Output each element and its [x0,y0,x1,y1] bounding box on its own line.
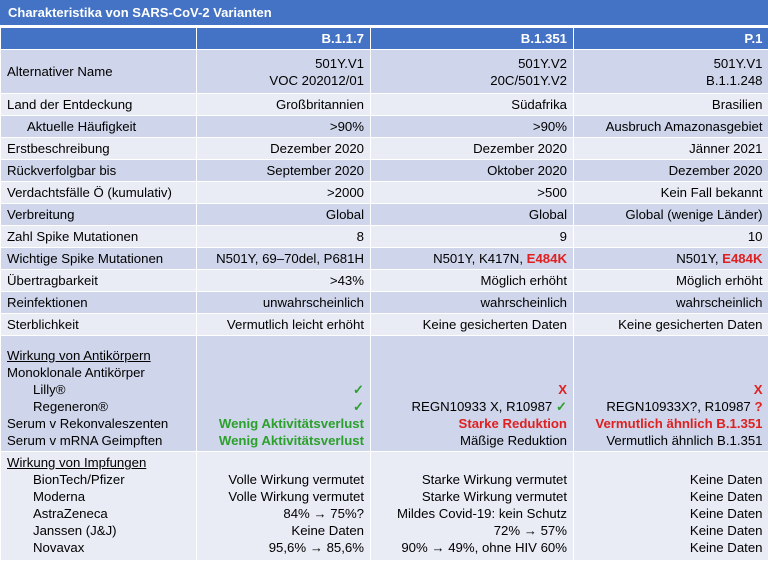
antibody-b1351: X REGN10933 X, R10987 ✓ Starke Reduktion Mäßige Reduktion [371,336,574,452]
antibody-b117: ✓ ✓ Wenig Aktivitätsverlust Wenig Aktivitätsverlust [197,336,371,452]
table-row [1,292,768,314]
table-row [1,116,768,138]
vaccine-label: BionTech/Pfizer [33,472,125,487]
cell-b117: Vermutlich leicht erhöht [197,314,371,336]
row-label: Wichtige Spike Mutationen [1,248,197,270]
cell-b117: Dezember 2020 [197,138,371,160]
cell-b1351: >500 [371,182,574,204]
cross-icon: X [558,382,567,397]
vaccine-label: Novavax [33,540,85,555]
antibody-section [1,336,768,452]
cell-p1: Möglich erhöht [574,270,768,292]
cell-p1: Jänner 2021 [574,138,768,160]
cell-p1: Dezember 2020 [574,160,768,182]
vaccine-label: Janssen (J&J) [33,523,117,538]
cell-b1351: Südafrika [371,94,574,116]
antibody-p1: X REGN10933X?, R10987 ? Vermutlich ähnlich B.1.351 Vermutlich ähnlich B.1.351 [574,336,768,452]
vaccine-label: Moderna [33,489,86,504]
vaccine-heading: Wirkung von Impfungen [7,455,147,470]
cell-b117: Global [197,204,371,226]
cell-b117: unwahrscheinlich [197,292,371,314]
cell-b117: >2000 [197,182,371,204]
table-row [1,314,768,336]
vaccine-b117: Volle Wirkung vermutet Volle Wirkung vermutet 84% → 75%? Keine Daten 95,6% → 85,6% [197,452,371,560]
table-row [1,160,768,182]
e484k-highlight: E484K [722,251,763,266]
variants-table [0,27,768,560]
cell-p1: Global (wenige Länder) [574,204,768,226]
cell-b117: 501Y.V1 VOC 202012/01 [197,50,371,94]
cell-b117: Großbritannien [197,94,371,116]
vaccine-b1351: Starke Wirkung vermutet Starke Wirkung vermutet Mildes Covid-19: kein Schutz 72% → 57% 90% → 49%, ohne HIV 60% [371,452,574,560]
cell-b1351: Oktober 2020 [371,160,574,182]
vaccine-p1: Keine Daten Keine Daten Keine Daten Keine Daten Keine Daten [574,452,768,560]
row-label: Aktuelle Häufigkeit [1,116,197,138]
table-row [1,204,768,226]
row-label: Land der Entdeckung [1,94,197,116]
rekon-label: Serum v Rekonvaleszenten [7,416,169,431]
table-row [1,138,768,160]
cell-p1: Keine gesicherten Daten [574,314,768,336]
cell-p1: N501Y, E484K [574,248,768,270]
table-row [1,248,768,270]
regeneron-label: Regeneron® [33,399,108,414]
row-label: Sterblichkeit [1,314,197,336]
check-icon: ✓ [352,382,364,397]
cell-b1351: Global [371,204,574,226]
header-b117: B.1.1.7 [197,28,371,50]
cell-p1: Ausbruch Amazonasgebiet [574,116,768,138]
header-empty [1,28,197,50]
cell-b1351: 501Y.V2 20C/501Y.V2 [371,50,574,94]
vaccine-labels [1,452,197,560]
cell-p1: Kein Fall bekannt [574,182,768,204]
cell-b117: September 2020 [197,160,371,182]
row-label: Reinfektionen [1,292,197,314]
cell-b117: >43% [197,270,371,292]
cell-b117: >90% [197,116,371,138]
table-title: Charakteristika von SARS-CoV-2 Varianten [0,0,768,25]
cell-p1: Brasilien [574,94,768,116]
header-b1351: B.1.351 [371,28,574,50]
row-label: Verdachtsfälle Ö (kumulativ) [1,182,197,204]
cell-b1351: 9 [371,226,574,248]
table-row [1,182,768,204]
lilly-label: Lilly® [33,382,66,397]
check-icon: ✓ [555,399,567,414]
question-icon: ? [754,399,763,414]
table-row [1,226,768,248]
monoclonal-label: Monoklonale Antikörper [7,365,145,380]
cell-b1351: Dezember 2020 [371,138,574,160]
check-icon: ✓ [352,399,364,414]
antibody-labels [1,336,197,452]
cell-b1351: N501Y, K417N, E484K [371,248,574,270]
row-label: Übertragbarkeit [1,270,197,292]
row-label: Rückverfolgbar bis [1,160,197,182]
table-row [1,94,768,116]
cell-b1351: Möglich erhöht [371,270,574,292]
cell-b117: 8 [197,226,371,248]
cell-p1: 10 [574,226,768,248]
cell-b1351: wahrscheinlich [371,292,574,314]
row-label: Alternativer Name [1,50,197,94]
cell-p1: wahrscheinlich [574,292,768,314]
row-label: Zahl Spike Mutationen [1,226,197,248]
table-row [1,270,768,292]
row-label: Verbreitung [1,204,197,226]
e484k-highlight: E484K [526,251,567,266]
header-row [1,28,768,50]
cell-b1351: >90% [371,116,574,138]
cell-b1351: Keine gesicherten Daten [371,314,574,336]
cross-icon: X [753,382,763,397]
vaccine-label: AstraZeneca [33,506,108,521]
row-label: Erstbeschreibung [1,138,197,160]
cell-b117: N501Y, 69–70del, P681H [197,248,371,270]
antibody-heading: Wirkung von Antikörpern [7,348,151,363]
vaccine-section [1,452,768,560]
cell-p1: 501Y.V1 B.1.1.248 [574,50,768,94]
table-row [1,50,768,94]
mrna-label: Serum v mRNA Geimpften [7,433,163,448]
header-p1: P.1 [574,28,768,50]
